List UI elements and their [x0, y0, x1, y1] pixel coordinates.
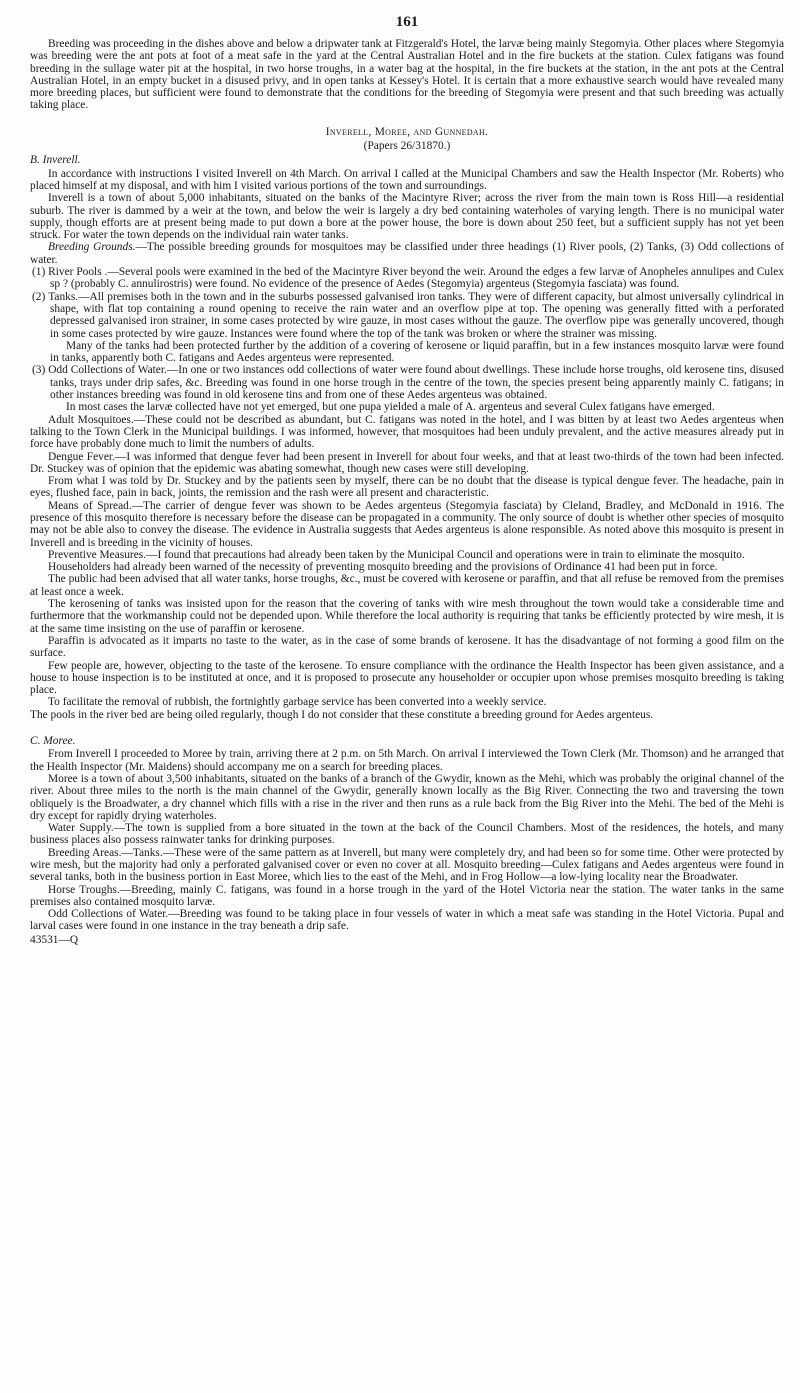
- householders-paragraph: Householders had already been warned of the necessity of preventing mosquito breeding and the provisions of Ordinance 41 had been put in force.: [48, 561, 718, 574]
- moree-heading: C. Moree.: [30, 735, 76, 748]
- means-of-spread-paragraph: Means of Spread.—The carrier of dengue fever was shown to be Aedes argenteus (Stegomyia fasciata) by Cleland, Bradley, and McDonald in 1916. The presence of this mosquito therefore is necessary before the disease can be propagated in a community. The only source of doubt is whether other species of mosquito may not be able also to convey the disease. The evidence in Australia suggests that Aedes argenteus is alone responsible. As noted above this mosquito is present in Inverell and is breeding in the vicinity of houses.: [30, 499, 784, 549]
- public-advice-paragraph: The public had been advised that all water tanks, horse troughs, &c., must be covered with kerosene or paraffin, and that all refuse be removed from the premises at least once a week.: [30, 573, 784, 598]
- inverell-heading: B. Inverell.: [30, 154, 81, 167]
- moree-arrival-paragraph: From Inverell I proceeded to Moree by train, arriving there at 2 p.m. on 5th March. On arrival I interviewed the Town Clerk (Mr. Thomson) and he arranged that the Health Inspector (Mr. Maidens) should accompany me on a search for breeding places.: [30, 748, 784, 773]
- horse-troughs-paragraph: Horse Troughs.—Breeding, mainly C. fatigans, was found in a horse trough in the yard of the Hotel Victoria near the station. The water tanks in the same premises also contained mosquito larvæ.: [30, 883, 784, 908]
- kerosening-paragraph: The kerosening of tanks was insisted upon for the reason that the covering of tanks with wire mesh throughout the town would take a considerable time and furthermore that the workmanship could not be depended upon. While therefore the local authority is requiring that tanks be efficiently protected by wire mesh, it is at the same time insisting on the use of paraffin or kerosene.: [30, 598, 784, 635]
- moree-description-paragraph: Moree is a town of about 3,500 inhabitants, situated on the banks of a branch of the Gwydir, known as the Mehi, which was probably the original channel of the river. About three miles to the north is the main channel of the Gwydir, generally known locally as the Big River. Connecting the two and traversing the town obliquely is the Broadwater, a dry channel which fills with a rise in the river and then runs as a rule back from the Big River into the Mehi. The bed of the Mehi is dry except for rapidly drying waterholes.: [30, 772, 784, 822]
- river-pools-oiled-paragraph: The pools in the river bed are being oiled regularly, though I do not consider that these constitute a breeding ground for Aedes argenteus.: [30, 708, 654, 721]
- inverell-description-paragraph: Inverell is a town of about 5,000 inhabitants, situated on the banks of the Macintyre River; across the river from the main town is Ross Hill—a residential suburb. The river is dammed by a weir at the town, and below the weir is largely a dry bed containing waterholes of varying length. There is no municipal water supply, though efforts are at present being made to put down a bore at the power house, the bore is down about 250 feet, but a sufficient supply has not yet been struck. For water the town depends on the individual rain water tanks.: [30, 192, 784, 242]
- kerosene-taste-paragraph: Few people are, however, objecting to the taste of the kerosene. To ensure compliance with the ordinance the Health Inspector has been given assistance, and a house to house inspection is to be instituted at once, and it is proposed to prosecute any householder or occupier upon whose premises mosquito breeding is taking place.: [30, 659, 784, 697]
- printer-footer: 43531—Q: [30, 933, 79, 946]
- rubbish-removal-paragraph: To facilitate the removal of rubbish, the fortnightly garbage service has been converted into a weekly service.: [48, 696, 547, 709]
- breeding-grounds-text: —The possible breeding grounds for mosquitoes may be classified under three headings (1) River pools, (2) Tanks, (3) Odd collections of water.: [30, 241, 784, 266]
- breeding-areas-paragraph: Breeding Areas.—Tanks.—These were of the same pattern as at Inverell, but many were completely dry, and had been so for some time. Other were protected by wire mesh, but the majority had only a perforated galvanised cover or even no cover at all. Mosquito breeding—Culex fatigans and Aedes argenteus were found in several tanks, both in the business portion in East Moree, which lies to the east of the Mehi, and in Frog Hollow—a low-lying locality near the Broadwater.: [30, 846, 784, 884]
- preventive-measures-paragraph: Preventive Measures.—I found that precautions had already been taken by the Municipal Council and operations were in train to eliminate the mosquito.: [48, 548, 745, 561]
- dengue-fever-paragraph: Dengue Fever.—I was informed that dengue fever had been present in Inverell for about four weeks, and that at least two-thirds of the town had been infected. Dr. Stuckey was of opinion that the epidemic was abating somewhat, though new cases were still developing.: [30, 450, 784, 475]
- river-pools-item: (1) River Pools .—Several pools were examined in the bed of the Macintyre River beyond the weir. Around the edges a few larvæ of Anopheles annulipes and Culex sp ? (probably C. annulirostris) were found. No evidence of the presence of Aedes (Stegomyia) argenteus (Stegomyia fasciata) was found.: [32, 266, 784, 291]
- section-papers-reference: (Papers 26/31870.): [363, 140, 451, 153]
- odd-collections-item-continued: In most cases the larvæ collected have not yet emerged, but one pupa yielded a male of A. argenteus and several Culex fatigans have emerged.: [66, 401, 715, 414]
- water-supply-paragraph: Water Supply.—The town is supplied from a bore situated in the town at the back of the Council Chambers. Most of the residences, the hotels, and many business places also possess rainwater tanks for drinking purposes.: [30, 822, 784, 847]
- inverell-visit-paragraph: In accordance with instructions I visited Inverell on 4th March. On arrival I called at the Municipal Chambers and saw the Health Inspector (Mr. Roberts) who placed himself at my disposal, and with him I visited various portions of the town and surroundings.: [30, 167, 784, 192]
- adult-mosquitoes-paragraph: Adult Mosquitoes.—These could not be described as abundant, but C. fatigans was noted in the hotel, and I was bitten by at least two Aedes argenteus when talking to the Town Clerk in the Municipal buildings. I was informed, however, that mosquitoes had been unduly prevalent, and the active measures already put in force have probably done much to limit the numbers of adults.: [30, 413, 784, 451]
- section-title: Inverell, Moree, and Gunnedah.: [325, 125, 489, 138]
- tanks-item-continued: Many of the tanks had been protected further by the addition of a covering of kerosene or liquid paraffin, but in a few instances mosquito larvæ were found in tanks, apparently both C. fatigans and Aedes argenteus were represented.: [50, 339, 784, 365]
- breeding-grounds-paragraph: [30, 241, 784, 266]
- dengue-symptoms-paragraph: From what I was told by Dr. Stuckey and by the patients seen by myself, there can be no doubt that the disease is typical dengue fever. The headache, pain in eyes, flushed face, pain in back, joints, the remission and the rash were all present and characteristic.: [30, 475, 784, 500]
- intro-paragraph: Breeding was proceeding in the dishes above and below a dripwater tank at Fitzgerald's Hotel, the larvæ being mainly Stegomyia. Other places where Stegomyia was breeding were the ant pots at foot of a meat safe in the yard at the Central Australian Hotel and in the fire buckets at the station. Culex fatigans was found breeding in the sullage water pit at the hospital, in two horse troughs, in a water bag at the hospital, in the fire buckets at the station, in the ant pots at the Central Australian Hotel, in an empty bucket in a disused privy, and in open tanks at Kessey's Hotel. It is certain that a more exhaustive search would have revealed many more breeding places, but sufficient were found to demonstrate that the conditions for the breeding of Stegomyia were present and that such breeding was actually taking place.: [30, 38, 784, 112]
- tanks-item: (2) Tanks.—All premises both in the town and in the suburbs possessed galvanised iron tanks. They were of different capacity, but almost universally cylindrical in shape, with flat top containing a round opening to receive the rain water and an overflow pipe at top. The opening was generally fitted with a perforated depressed galvanised iron strainer, in some cases protected by wire gauze, in most cases without the gauze. The overflow pipe was generally uncovered, though in some cases protected by wire gauze. Instances were found where the top of the tank was broken or where the strainer was missing.: [32, 290, 784, 340]
- page-number: 161: [395, 14, 419, 30]
- breeding-grounds-label: Breeding Grounds.: [48, 241, 136, 254]
- moree-odd-collections-paragraph: Odd Collections of Water.—Breeding was found to be taking place in four vessels of water in which a meat safe was standing in the Hotel Victoria. Pupal and larval cases were found in one instance in the tray beneath a drip safe.: [30, 908, 784, 933]
- odd-collections-item: (3) Odd Collections of Water.—In one or two instances odd collections of water were found about dwellings. These include horse troughs, old kerosene tins, disused tanks, trays under drip safes, &c. Breeding was found in one horse trough in the centre of the town, the species present being apparently mainly C. fatigans; in other instances breeding was found in old kerosene tins and from one of these Aedes argenteus was obtained.: [32, 364, 784, 402]
- paraffin-paragraph: Paraffin is advocated as it imparts no taste to the water, as in the case of some brands of kerosene. It has the disadvantage of not forming a good film on the surface.: [30, 634, 784, 660]
